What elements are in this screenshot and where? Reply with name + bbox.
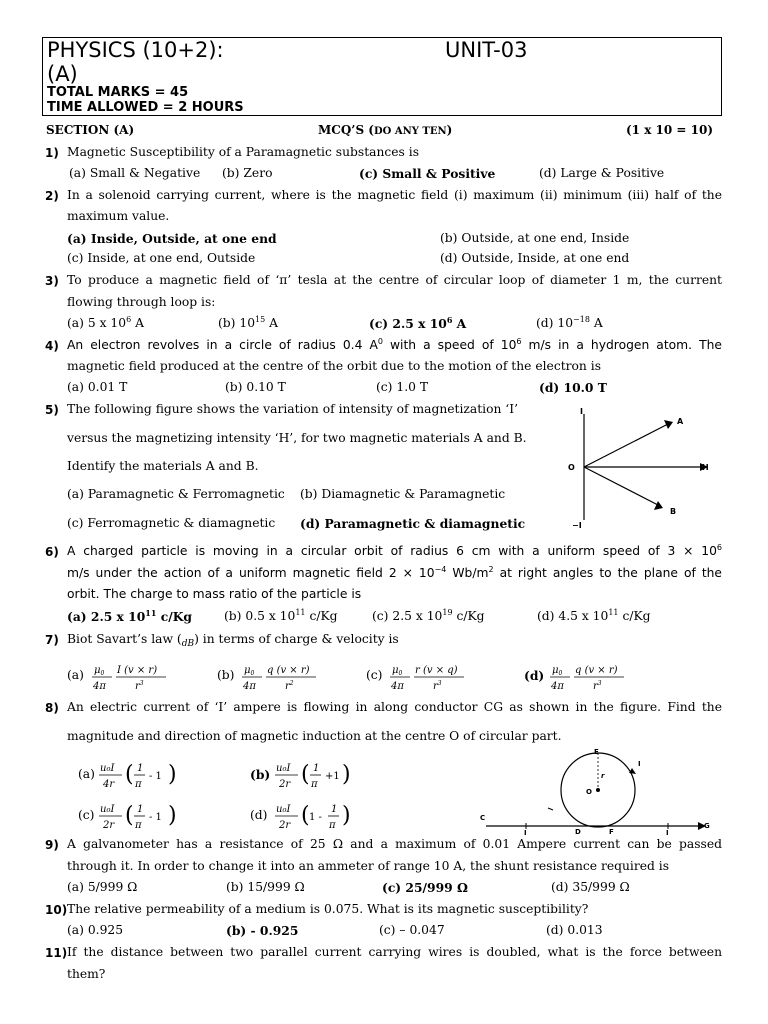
svg-text:1 -: 1 -: [309, 812, 322, 823]
option-a: (a) 2.5 x $10^{11}$ c/Kg: [67, 608, 192, 624]
option-a: (a): [78, 767, 95, 781]
option-b: (b) 0.10 T: [225, 380, 286, 394]
line-a: [584, 424, 668, 467]
option-b: (b) Zero: [222, 166, 273, 180]
formula-b: [274, 758, 354, 792]
question-text: To produce a magnetic field of ‘π’ tesla at the centre of circular loop of diameter 1 m, the current: [67, 273, 722, 287]
question-number: 10): [45, 903, 68, 917]
label-f: F: [609, 828, 614, 836]
svg-text:2r: 2r: [279, 779, 291, 790]
svg-text:μ0: $\mu_0$: [552, 665, 563, 677]
svg-text:r2: $r^2$: [285, 680, 294, 692]
label-h: H: [702, 463, 709, 472]
svg-text:): ): [342, 803, 351, 828]
question-number: 6): [45, 545, 59, 559]
option-c: (c) – 0.047: [379, 923, 445, 937]
label-origin: O: [568, 463, 575, 472]
label-minus-i: −I: [572, 521, 582, 530]
svg-text:2r: 2r: [103, 820, 115, 831]
svg-text:r3: $r^3$: [433, 680, 442, 692]
option-d: (d) 35/999 Ω: [551, 880, 630, 894]
line-b-arrow: [654, 501, 663, 510]
option-a: (a) 5 x $10^6$ A: [67, 315, 144, 330]
label-i-loop: I: [638, 760, 641, 768]
svg-text:+1: +1: [325, 771, 340, 782]
svg-text:q (v × r): q (v × r): [267, 665, 310, 676]
option-a: (a) 5/999 Ω: [67, 880, 138, 894]
question-number: 4): [45, 339, 59, 353]
option-b: (b) $10^{15}$ A: [218, 315, 279, 330]
option-d: (d) 0.013: [546, 923, 603, 937]
svg-text:(: (: [125, 803, 134, 828]
svg-text:u₀I: u₀I: [276, 804, 291, 815]
question-number: 3): [45, 274, 59, 288]
option-b: (b) - 0.925: [226, 923, 299, 938]
option-d: (d): [524, 668, 545, 683]
label-e: E: [594, 748, 599, 756]
label-i-left: I: [524, 829, 527, 836]
formula-a: [90, 660, 170, 694]
line-b: [584, 467, 658, 505]
option-d: (d) Large & Positive: [539, 166, 665, 180]
question-number: 2): [45, 189, 59, 203]
current-loop-diagram: [478, 748, 728, 836]
question-number: 8): [45, 701, 59, 715]
formula-d: [274, 799, 354, 833]
question-text: flowing through loop is:: [67, 295, 216, 309]
option-d: (d) 4.5 x $10^{11}$ c/Kg: [537, 608, 651, 623]
option-b: (b) 15/999 Ω: [226, 880, 305, 894]
option-c: (c) 25/999 Ω: [382, 880, 468, 895]
formula-a: [98, 758, 178, 792]
option-b: (b): [217, 668, 235, 682]
option-b: (b): [250, 767, 271, 782]
question-text: Identify the materials A and B.: [67, 459, 259, 473]
option-a: (a) 0.925: [67, 923, 124, 937]
label-d: D: [575, 828, 581, 836]
option-d: (d) 10.0 T: [539, 380, 607, 395]
formula-b: [240, 660, 320, 694]
line-a-arrow: [664, 420, 673, 429]
svg-text:π: π: [329, 820, 336, 831]
time-allowed: TIME ALLOWED = 2 HOURS: [47, 100, 244, 115]
question-text: A galvanometer has a resistance of 25 Ω and a maximum of 0.01 Ampere current can be passed: [67, 837, 722, 851]
question-number: 11): [45, 946, 68, 960]
option-d: (d) Paramagnetic & diamagnetic: [300, 516, 526, 531]
centre-point: [596, 788, 600, 792]
option-c: (c) 2.5 x $10^{19}$ c/Kg: [372, 608, 485, 623]
exam-title: PHYSICS (10+2):: [47, 38, 224, 62]
label-r: r: [601, 772, 605, 780]
svg-text:(: (: [301, 803, 310, 828]
svg-text:): ): [342, 762, 351, 787]
option-b: (b) 0.5 x $10^{11}$ c/Kg: [224, 608, 338, 623]
svg-text:r (v × q): r (v × q): [415, 665, 458, 676]
svg-text:- 1: - 1: [149, 771, 162, 782]
option-a: (a) Small & Negative: [69, 166, 201, 180]
question-text: magnitude and direction of magnetic induction at the centre O of circular part.: [67, 729, 562, 743]
option-c: (c) 2.5 x $10^6$ A: [369, 315, 467, 331]
question-text: If the distance between two parallel current carrying wires is doubled, what is the force between: [67, 945, 722, 959]
unit-label: UNIT-03: [445, 38, 528, 62]
question-number: 1): [45, 146, 59, 160]
formula-d: [548, 660, 628, 694]
svg-text:): ): [168, 803, 177, 828]
label-i-right: I: [666, 829, 669, 836]
question-text: maximum value.: [67, 209, 170, 223]
question-text: An electric current of ‘I’ ampere is flowing in along conductor CG as shown in the figure. Find the: [67, 700, 722, 714]
total-marks: TOTAL MARKS = 45: [47, 85, 189, 100]
question-number: 7): [45, 633, 59, 647]
question-text: Biot Savart’s law $(_{dB})$ in terms of charge & velocity is: [67, 632, 399, 649]
option-a: (a) 0.01 T: [67, 380, 128, 394]
option-c: (c) Small & Positive: [359, 166, 496, 181]
part-label: (A): [47, 62, 78, 86]
svg-text:2r: 2r: [279, 820, 291, 831]
label-o: O: [586, 788, 592, 796]
svg-text:- 1: - 1: [149, 812, 162, 823]
svg-text:μ0: $\mu_0$: [392, 665, 403, 677]
exam-header: [42, 37, 722, 116]
tick-loop: [548, 808, 553, 810]
svg-text:μ0: $\mu_0$: [94, 665, 105, 677]
svg-text:π: π: [135, 820, 142, 831]
svg-text:μ0: $\mu_0$: [244, 665, 255, 677]
option-b: (b) Outside, at one end, Inside: [440, 231, 630, 245]
svg-text:1: 1: [137, 804, 144, 815]
svg-text:): ): [168, 762, 177, 787]
mcq-heading: MCQ’S (DO ANY TEN): [318, 123, 453, 137]
svg-text:π: π: [135, 779, 142, 790]
svg-text:4r: 4r: [103, 779, 115, 790]
svg-text:1: 1: [137, 763, 144, 774]
svg-text:r3: $r^3$: [135, 680, 144, 692]
question-text: An electron revolves in a circle of radius 0.4 $A^0$ with a speed of $10^6$ m/s in a hydrogen atom. The: [67, 337, 722, 352]
question-text: m/s under the action of a uniform magnetic field $2 \times 10^{-4}$ $Wb/m^2$ at right angles to the plane of the: [67, 565, 722, 580]
option-c: (c): [78, 808, 95, 822]
label-b: B: [670, 507, 677, 516]
option-c: (c) Inside, at one end, Outside: [67, 251, 256, 265]
question-text: The following figure shows the variation of intensity of magnetization ‘I’: [67, 402, 518, 416]
svg-text:1: 1: [313, 763, 320, 774]
option-a: (a) Paramagnetic & Ferromagnetic: [67, 487, 285, 501]
label-a: A: [677, 417, 684, 426]
label-i: I: [580, 407, 583, 416]
question-text: through it. In order to change it into an ammeter of range 10 A, the shunt resistance required is: [67, 859, 670, 873]
svg-text:(: (: [301, 762, 310, 787]
option-d: (d) Outside, Inside, at one end: [440, 251, 630, 265]
svg-text:u₀I: u₀I: [276, 763, 291, 774]
svg-text:q (v × r): q (v × r): [575, 665, 618, 676]
option-d: (d): [250, 808, 268, 822]
svg-text:4π: 4π: [243, 681, 256, 692]
question-text: them?: [67, 967, 106, 981]
option-b: (b) Diamagnetic & Paramagnetic: [300, 487, 506, 501]
option-c: (c): [366, 668, 383, 682]
svg-text:u₀I: u₀I: [100, 804, 115, 815]
question-text: Magnetic Susceptibility of a Paramagnetic substances is: [67, 145, 420, 159]
option-a: (a): [67, 668, 84, 682]
svg-text:4π: 4π: [93, 681, 106, 692]
option-c: (c) Ferromagnetic & diamagnetic: [67, 516, 276, 530]
formula-c: [98, 799, 178, 833]
svg-text:(: (: [125, 762, 134, 787]
svg-text:4π: 4π: [551, 681, 564, 692]
question-text: magnetic field produced at the centre of the orbit due to the motion of the electron is: [67, 359, 602, 373]
question-text: In a solenoid carrying current, where is the magnetic field (i) maximum (ii) minimum (iii) half of the: [67, 188, 722, 202]
question-text: The relative permeability of a medium is 0.075. What is its magnetic susceptibility?: [67, 902, 589, 916]
question-text: orbit. The charge to mass ratio of the particle is: [67, 587, 362, 601]
svg-text:r3: $r^3$: [593, 680, 602, 692]
magnetization-graph: [560, 402, 730, 532]
formula-c: [388, 660, 468, 694]
option-d: (d) $10^{-18}$ A: [536, 315, 603, 330]
question-text: A charged particle is moving in a circular orbit of radius 6 cm with a uniform speed of $3 \times 10^6$: [67, 543, 722, 558]
option-c: (c) 1.0 T: [376, 380, 429, 394]
label-c: C: [480, 814, 486, 822]
label-g: G: [704, 822, 710, 830]
question-text: versus the magnetizing intensity ‘H’, for two magnetic materials A and B.: [67, 431, 527, 445]
section-name: SECTION (A): [46, 123, 135, 137]
svg-text:π: π: [311, 779, 318, 790]
svg-text:I (v × r): I (v × r): [117, 665, 158, 676]
svg-text:4π: 4π: [391, 681, 404, 692]
option-a: (a) Inside, Outside, at one end: [67, 231, 277, 246]
question-number: 9): [45, 838, 59, 852]
svg-text:1: 1: [331, 804, 338, 815]
svg-text:u₀I: u₀I: [100, 763, 115, 774]
question-number: 5): [45, 403, 59, 417]
section-marks: (1 x 10 = 10): [626, 123, 714, 137]
